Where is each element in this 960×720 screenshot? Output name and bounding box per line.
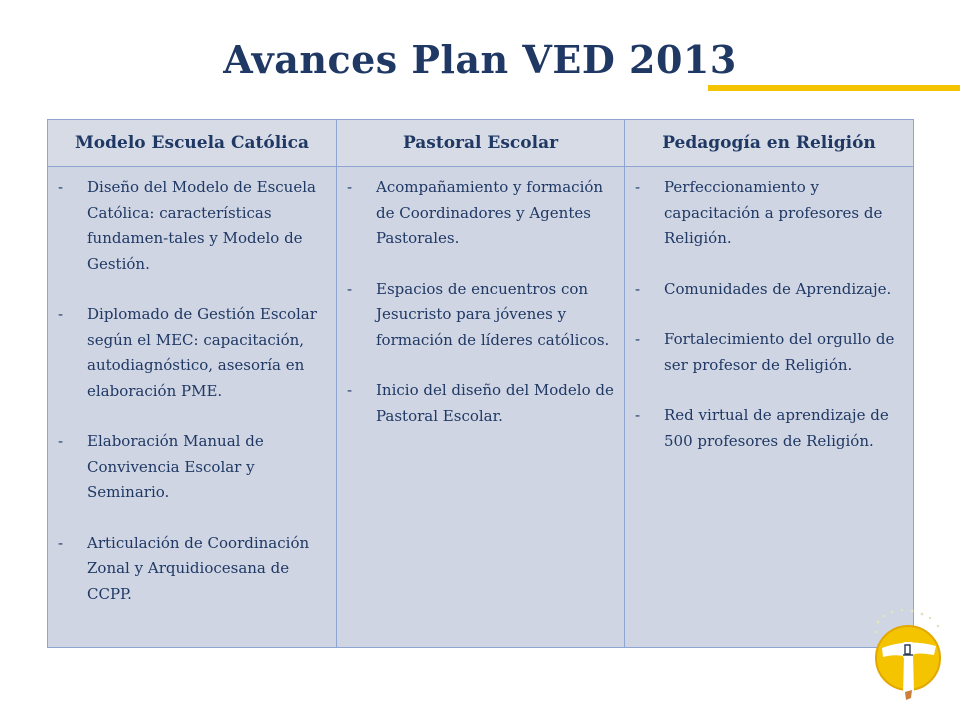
item-text: Fortalecimiento del orgullo de ser profesor de Religión.	[664, 330, 895, 374]
column-cell-pedagogia	[625, 167, 914, 648]
list-item: - Inicio del diseño del Modelo de Pastoral Escolar.	[347, 381, 614, 425]
column-header-pedagogia: Pedagogía en Religión	[625, 120, 914, 167]
item-text: Diplomado de Gestión Escolar según el MEC: capacitación, autodiagnóstico, asesoría en elaboración PME.	[87, 305, 317, 400]
column-cell-pastoral	[337, 167, 625, 648]
item-list-modelo	[58, 175, 328, 607]
item-text: Perfeccionamiento y capacitación a profesores de Religión.	[664, 178, 883, 247]
item-text: Comunidades de Aprendizaje.	[664, 279, 892, 298]
item-text: Diseño del Modelo de Escuela Católica: características fundamen-tales y Modelo de Gestión.	[87, 178, 316, 273]
table-header-row	[48, 120, 914, 167]
page-title: Avances Plan VED 2013	[223, 37, 737, 82]
list-item: - Articulación de Coordinación Zonal y Arquidiocesana de CCPP.	[58, 533, 310, 603]
column-cell-modelo	[48, 167, 337, 648]
item-text: Elaboración Manual de Convivencia Escolar y Seminario.	[87, 432, 264, 501]
progress-table	[47, 119, 914, 648]
item-text: Articulación de Coordinación Zonal y Arquidiocesana de CCPP.	[87, 533, 310, 603]
list-item: - Perfeccionamiento y capacitación a profesores de Religión.	[635, 178, 883, 247]
item-text: Red virtual de aprendizaje de 500 profesores de Religión.	[664, 406, 889, 450]
list-item: - Diseño del Modelo de Escuela Católica: características fundamen-tales y Modelo de Gestión.	[58, 178, 316, 273]
list-item: - Fortalecimiento del orgullo de ser profesor de Religión.	[635, 330, 895, 374]
title-accent-rule	[708, 85, 960, 91]
list-item: - Acompañamiento y formación de Coordinadores y Agentes Pastorales.	[347, 178, 604, 247]
item-text: Acompañamiento y formación de Coordinadores y Agentes Pastorales.	[376, 178, 604, 247]
list-item: - Diplomado de Gestión Escolar según el MEC: capacitación, autodiagnóstico, asesoría en elaboración PME.	[58, 305, 317, 400]
list-item: - Espacios de encuentros con Jesucristo para jóvenes y formación de líderes católicos.	[347, 279, 610, 349]
table-row	[48, 167, 914, 648]
list-item: - Red virtual de aprendizaje de 500 profesores de Religión.	[635, 406, 889, 450]
item-list-pedagogia	[635, 175, 905, 454]
list-item: - Comunidades de Aprendizaje.	[635, 279, 892, 298]
item-list-pastoral	[347, 175, 616, 429]
item-text: Inicio del diseño del Modelo de Pastoral Escolar.	[376, 381, 614, 425]
cross-emblem-icon	[872, 608, 944, 708]
column-header-pastoral: Pastoral Escolar	[337, 120, 625, 167]
column-header-modelo: Modelo Escuela Católica	[48, 120, 337, 167]
item-text: Espacios de encuentros con Jesucristo para jóvenes y formación de líderes católicos.	[376, 279, 610, 349]
list-item: - Elaboración Manual de Convivencia Escolar y Seminario.	[58, 432, 264, 501]
